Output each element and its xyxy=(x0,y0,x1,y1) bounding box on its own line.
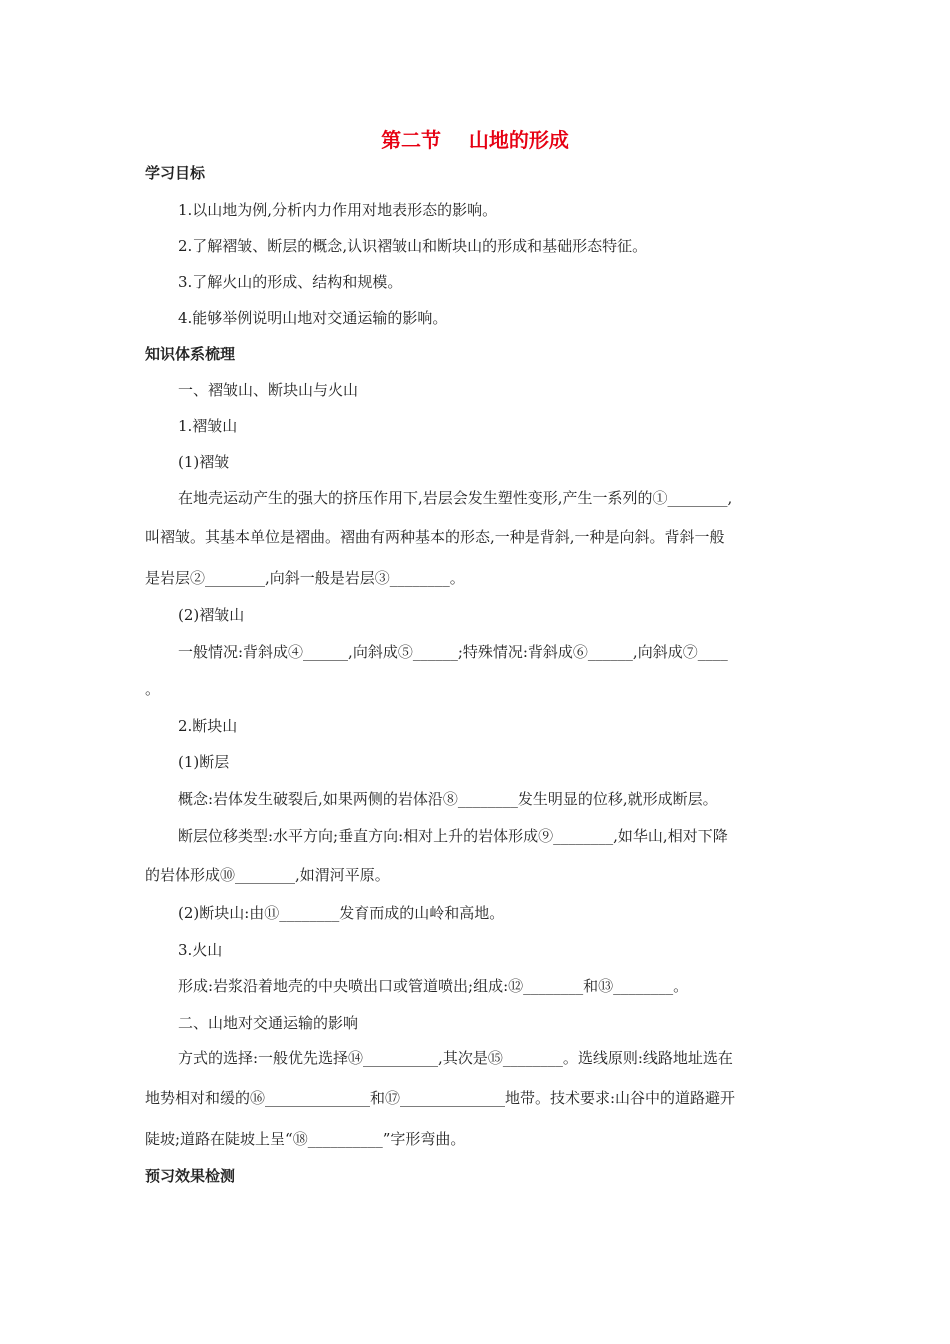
section-title: 一、褶皱山、断块山与火山 xyxy=(178,381,359,399)
paragraph-line: 在地壳运动产生的强大的挤压作用下,岩层会发生塑性变形,产生一系列的①________, xyxy=(178,489,733,507)
page-title: 第二节 山地的形成 xyxy=(381,128,569,152)
knowledge-heading: 知识体系梳理 xyxy=(145,345,236,363)
subsection-title: (2)褶皱山 xyxy=(178,606,245,624)
paragraph-line: 叫褶皱。其基本单位是褶曲。褶曲有两种基本的形态,一种是背斜,一种是向斜。背斜一般 xyxy=(145,528,725,546)
subsection-title: (1)断层 xyxy=(178,753,230,771)
paragraph-line: (2)断块山:由⑪________发育而成的山岭和高地。 xyxy=(178,904,505,922)
subsection-title: 2.断块山 xyxy=(178,717,238,735)
objectives-heading: 学习目标 xyxy=(145,164,206,182)
paragraph-line: 一般情况:背斜成④______,向斜成⑤______;特殊情况:背斜成⑥______,向斜成⑦____ xyxy=(178,643,728,661)
paragraph-line: 地势相对和缓的⑯______________和⑰______________地带。技术要求:山谷中的道路避开 xyxy=(145,1089,736,1107)
paragraph-line: 形成:岩浆沿着地壳的中央喷出口或管道喷出;组成:⑫________和⑬________。 xyxy=(178,977,689,995)
subsection-title: 3.火山 xyxy=(178,941,223,959)
paragraph-line: 陡坡;道路在陡坡上呈“⑱__________”字形弯曲。 xyxy=(145,1130,466,1148)
objective-item: 1.以山地为例,分析内力作用对地表形态的影响。 xyxy=(178,201,498,219)
subsection-title: 1.褶皱山 xyxy=(178,417,238,435)
paragraph-line: 断层位移类型:水平方向;垂直方向:相对上升的岩体形成⑨________,如华山,相对下降 xyxy=(178,827,728,845)
paragraph-line: 是岩层②________,向斜一般是岩层③________。 xyxy=(145,569,465,587)
section-title: 二、山地对交通运输的影响 xyxy=(178,1014,359,1032)
paragraph-line: 。 xyxy=(145,680,161,698)
objective-item: 4.能够举例说明山地对交通运输的影响。 xyxy=(178,309,448,327)
subsection-title: (1)褶皱 xyxy=(178,453,230,471)
paragraph-line: 概念:岩体发生破裂后,如果两侧的岩体沿⑧________发生明显的位移,就形成断层。 xyxy=(178,790,718,808)
objective-item: 3.了解火山的形成、结构和规模。 xyxy=(178,273,403,291)
paragraph-line: 方式的选择:一般优先选择⑭__________,其次是⑮________。选线原则:线路地址选在 xyxy=(178,1049,733,1067)
objective-item: 2.了解褶皱、断层的概念,认识褶皱山和断块山的形成和基础形态特征。 xyxy=(178,237,648,255)
paragraph-line: 的岩体形成⑩________,如渭河平原。 xyxy=(145,866,390,884)
preview-heading: 预习效果检测 xyxy=(145,1167,236,1185)
